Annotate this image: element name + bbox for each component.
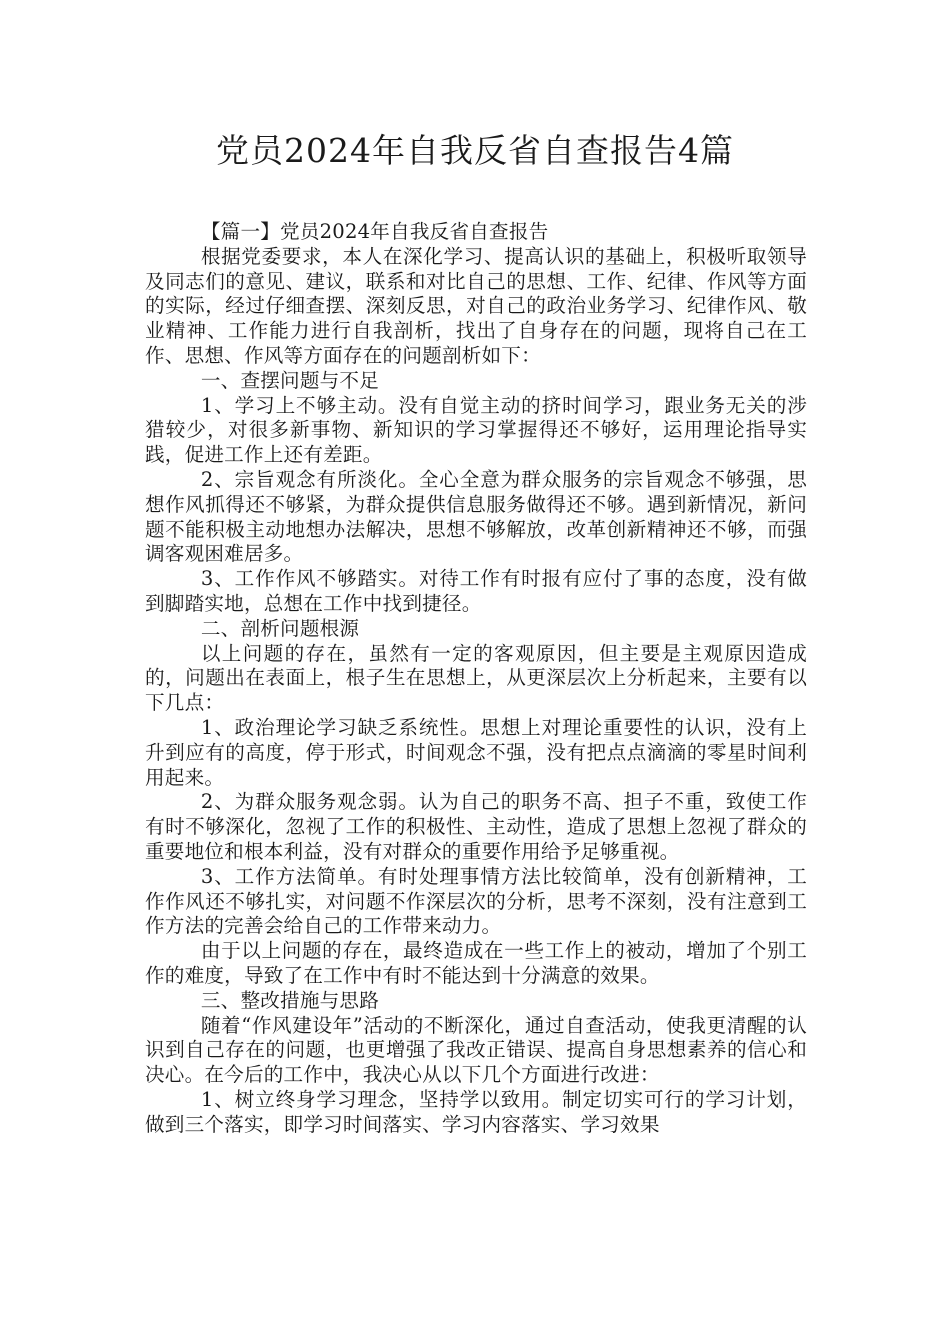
paragraph: 2、为群众服务观念弱。认为自己的职务不高、担子不重，致使工作有时不够深化，忽视了工作的积极性、主动性，造成了思想上忽视了群众的重要地位和根本利益，没有对群众的重要作用给予足够重视。	[145, 790, 807, 863]
document-title: 党员2024年自我反省自查报告4篇	[216, 131, 734, 170]
paragraph: 2、宗旨观念有所淡化。全心全意为群众服务的宗旨观念不够强，思想作风抓得还不够紧，为群众提供信息服务做得还不够。遇到新情况，新问题不能积极主动地想办法解决，思想不够解放，改革创新精神还不够，而强调客观困难居多。	[145, 467, 807, 566]
paragraph: 由于以上问题的存在，最终造成在一些工作上的被动，增加了个别工作的难度，导致了在工作中有时不能达到十分满意的效果。	[145, 939, 807, 987]
paragraph: 1、树立终身学习理念，坚持学以致用。制定切实可行的学习计划，做到三个落实，即学习时间落实、学习内容落实、学习效果	[145, 1087, 807, 1136]
paragraph: 根据党委要求，本人在深化学习、提高认识的基础上，积极听取领导及同志们的意见、建议，联系和对比自己的思想、工作、纪律、作风等方面的实际，经过仔细查摆、深刻反思，对自己的政治业务学习、纪律作风、敬业精神、工作能力进行自我剖析，找出了自身存在的问题，现将自己在工作、思想、作风等方面存在的问题剖析如下：	[145, 244, 807, 367]
section-heading: 一、查摆问题与不足	[200, 368, 380, 392]
section-heading: 二、剖析问题根源	[200, 616, 360, 640]
paragraph: 1、学习上不够主动。没有自觉主动的挤时间学习，跟业务无关的涉猎较少，对很多新事物、新知识的学习掌握得还不够好，运用理论指导实践，促进工作上还有差距。	[145, 393, 807, 467]
paragraph: 随着“作风建设年”活动的不断深化，通过自查活动，使我更清醒的认识到自己存在的问题，也更增强了我改正错误、提高自身思想素养的信心和决心。在今后的工作中，我决心从以下几个方面进行改进：	[145, 1013, 807, 1087]
paragraph: 3、工作作风不够踏实。对待工作有时报有应付了事的态度，没有做到脚踏实地，总想在工作中找到捷径。	[145, 567, 807, 615]
paragraph: 以上问题的存在，虽然有一定的客观原因，但主要是主观原因造成的，问题出在表面上，根子生在思想上，从更深层次上分析起来，主要有以下几点：	[145, 641, 807, 715]
section-heading: 三、整改措施与思路	[200, 988, 380, 1012]
document-body	[145, 220, 807, 1137]
section-label: 【篇一】党员2024年自我反省自查报告	[200, 220, 549, 243]
paragraph: 3、工作方法简单。有时处理事情方法比较简单，没有创新精神，工作作风还不够扎实，对问题不作深层次的分析，思考不深刻，没有注意到工作方法的完善会给自己的工作带来动力。	[145, 864, 807, 938]
paragraph: 1、政治理论学习缺乏系统性。思想上对理论重要性的认识，没有上升到应有的高度，停于形式，时间观念不强，没有把点点滴滴的零星时间利用起来。	[145, 715, 807, 789]
